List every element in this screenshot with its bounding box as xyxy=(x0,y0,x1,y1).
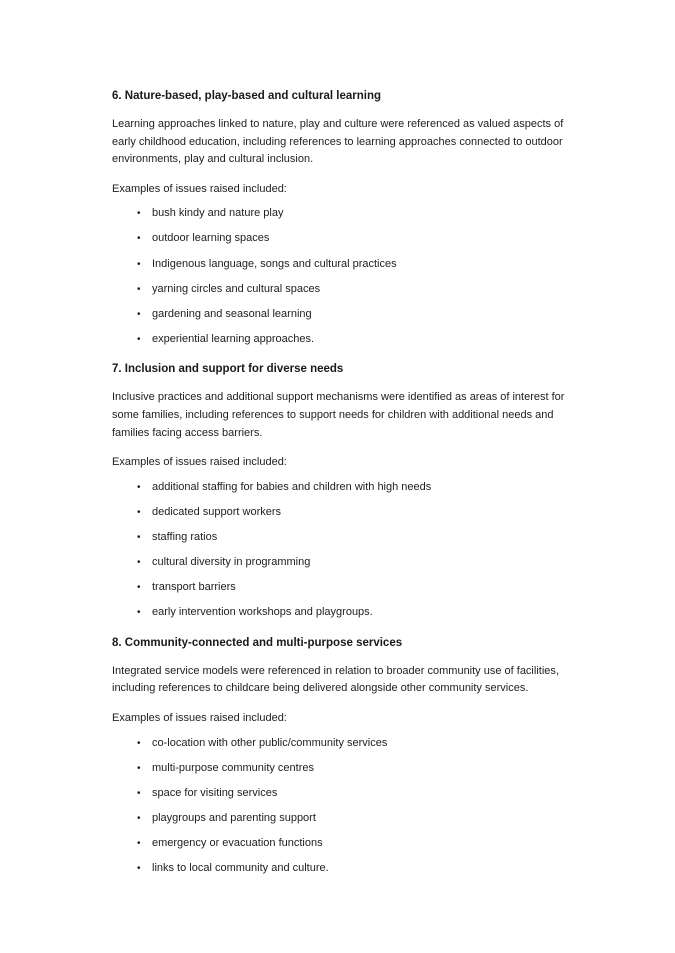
bullet-marker-icon: • xyxy=(137,283,141,295)
bullet-text: playgroups and parenting support xyxy=(152,811,316,824)
bullet-text: bush kindy and nature play xyxy=(152,207,284,220)
bullet-item xyxy=(112,331,588,349)
examples-label: Examples of issues raised included: xyxy=(112,712,287,725)
bullet-marker-icon: • xyxy=(137,812,141,824)
bullet-marker-icon: • xyxy=(137,787,141,799)
section-inclusion-support xyxy=(112,361,588,621)
bullet-text: dedicated support workers xyxy=(152,505,282,518)
section-paragraph: Inclusive practices and additional support mechanisms were identified as areas of interest for some families, including references to support needs for children with additional needs and families facing access barriers. xyxy=(112,391,565,439)
bullet-item xyxy=(112,604,588,622)
bullet-item xyxy=(112,230,588,248)
bullet-marker-icon: • xyxy=(137,308,141,320)
bullet-marker-icon: • xyxy=(137,258,141,270)
bullet-text: cultural diversity in programming xyxy=(152,556,311,569)
bullet-item xyxy=(112,529,588,547)
bullet-text: yarning circles and cultural spaces xyxy=(152,282,321,295)
section-paragraph: Learning approaches linked to nature, play and culture were referenced as valued aspects of early childhood education, including references to learning approaches connected to outdoor environments, play and cultural inclusion. xyxy=(112,118,564,166)
section-nature-based-learning xyxy=(112,88,588,348)
bullet-text: links to local community and culture. xyxy=(152,862,329,875)
section-heading: 7. Inclusion and support for diverse needs xyxy=(112,363,344,376)
bullet-text: transport barriers xyxy=(152,581,236,594)
bullet-item xyxy=(112,579,588,597)
bullet-text: multi-purpose community centres xyxy=(152,761,315,774)
bullet-text: gardening and seasonal learning xyxy=(152,307,312,320)
bullet-text: additional staffing for babies and children with high needs xyxy=(152,480,432,493)
section-heading: 8. Community-connected and multi-purpose services xyxy=(112,636,403,649)
bullet-item xyxy=(112,735,588,753)
bullet-item xyxy=(112,860,588,878)
bullet-item xyxy=(112,810,588,828)
section-heading: 6. Nature-based, play-based and cultural learning xyxy=(112,90,382,102)
bullet-item xyxy=(112,205,588,223)
bullet-item xyxy=(112,554,588,572)
bullet-item xyxy=(112,256,588,274)
bullet-marker-icon: • xyxy=(137,838,141,850)
bullet-marker-icon: • xyxy=(137,557,141,569)
bullet-text: Indigenous language, songs and cultural practices xyxy=(152,257,397,270)
bullet-marker-icon: • xyxy=(137,208,141,220)
bullet-text: early intervention workshops and playgroups. xyxy=(152,606,373,619)
bullet-text: space for visiting services xyxy=(152,786,278,799)
section-community-connected xyxy=(112,635,588,878)
bullet-text: experiential learning approaches. xyxy=(152,332,315,345)
bullet-item xyxy=(112,835,588,853)
bullet-item xyxy=(112,306,588,324)
bullets-list xyxy=(112,205,588,348)
bullet-item xyxy=(112,760,588,778)
bullets-list xyxy=(112,479,588,622)
bullet-item xyxy=(112,785,588,803)
bullet-marker-icon: • xyxy=(137,333,141,345)
bullet-text: staffing ratios xyxy=(152,531,218,543)
bullet-text: emergency or evacuation functions xyxy=(152,837,323,850)
bullet-marker-icon: • xyxy=(137,532,141,543)
bullet-item xyxy=(112,479,588,497)
bullet-marker-icon: • xyxy=(137,863,141,875)
bullet-marker-icon: • xyxy=(137,233,141,245)
bullet-marker-icon: • xyxy=(137,506,141,518)
examples-label: Examples of issues raised included: xyxy=(112,456,287,469)
bullet-marker-icon: • xyxy=(137,762,141,774)
bullet-marker-icon: • xyxy=(137,582,141,594)
bullet-marker-icon: • xyxy=(137,737,141,749)
bullet-text: co-location with other public/community services xyxy=(152,736,388,749)
bullet-marker-icon: • xyxy=(137,481,141,493)
bullet-text: outdoor learning spaces xyxy=(152,232,270,245)
bullet-item xyxy=(112,281,588,299)
bullets-list xyxy=(112,735,588,878)
bullet-marker-icon: • xyxy=(137,607,141,619)
bullet-item xyxy=(112,504,588,522)
examples-label: Examples of issues raised included: xyxy=(112,182,287,195)
section-paragraph: Integrated service models were referenced in relation to broader community use of facilities, including references to childcare being delivered alongside other community services. xyxy=(112,664,559,695)
